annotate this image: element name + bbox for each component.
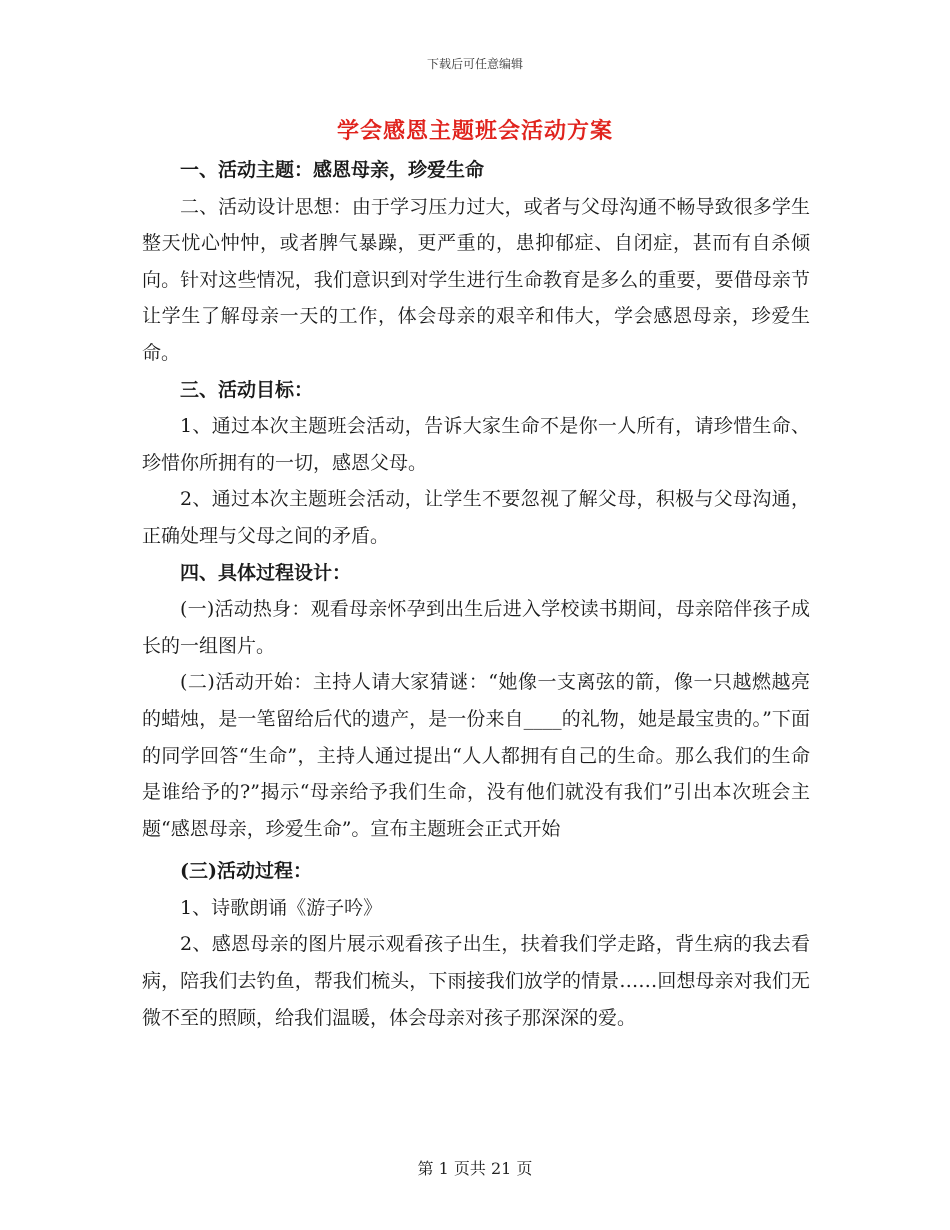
paragraph-goal-1: 1、通过本次主题班会活动，告诉大家生命不是你一人所有，请珍惜生命、珍惜你所拥有的一切，感恩父母。 [142,415,810,474]
paragraph-poem: 1、诗歌朗诵《游子吟》 [180,896,383,919]
section-heading-goals: 三、活动目标： [180,378,314,401]
document-body [142,152,810,1036]
paragraph-start: (二)活动开始：主持人请大家猜谜：“她像一支离弦的箭，像一只越燃越亮的蜡烛，是一笔留给后代的遗产，是一份来自____的礼物，她是最宝贵的。”下面的同学回答“生命”，主持人通过提出“人人都拥有自己的生命。那么我们的生命是谁给予的?”揭示“母亲给予我们生命，没有他们就没有我们”引出本次班会主题“感恩母亲，珍爱生命”。宣布主题班会正式开始 [142,671,810,840]
paragraph-goal-2: 2、通过本次主题班会活动，让学生不要忽视了解父母，积极与父母沟通，正确处理与父母之间的矛盾。 [142,488,810,547]
section-heading-theme: 一、活动主题：感恩母亲，珍爱生命 [180,159,485,181]
page-footer: 第 1 页共 21 页 [417,1159,533,1178]
header-note: 下载后可任意编辑 [426,57,523,71]
paragraph-pictures: 2、感恩母亲的图片展示观看孩子出生，扶着我们学走路，背生病的我去看病，陪我们去钓鱼，帮我们梳头，下雨接我们放学的情景……回想母亲对我们无微不至的照顾，给我们温暖，体会母亲对孩子那深深的爱。 [142,933,810,1029]
document-title: 学会感恩主题班会活动方案 [336,118,613,144]
section-heading-activity: (三)活动过程： [180,860,312,883]
section-heading-process: 四、具体过程设计： [180,561,352,584]
paragraph-design-idea: 二、活动设计思想：由于学习压力过大，或者与父母沟通不畅导致很多学生整天忧心忡忡，或者脾气暴躁，更严重的，患抑郁症、自闭症，甚而有自杀倾向。针对这些情况，我们意识到对学生进行生命教育是多么的重要，要借母亲节让学生了解母亲一天的工作，体会母亲的艰辛和伟大，学会感恩母亲，珍爱生命。 [142,195,810,364]
paragraph-warmup: (一)活动热身：观看母亲怀孕到出生后进入学校读书期间，母亲陪伴孩子成长的一组图片。 [142,598,810,657]
